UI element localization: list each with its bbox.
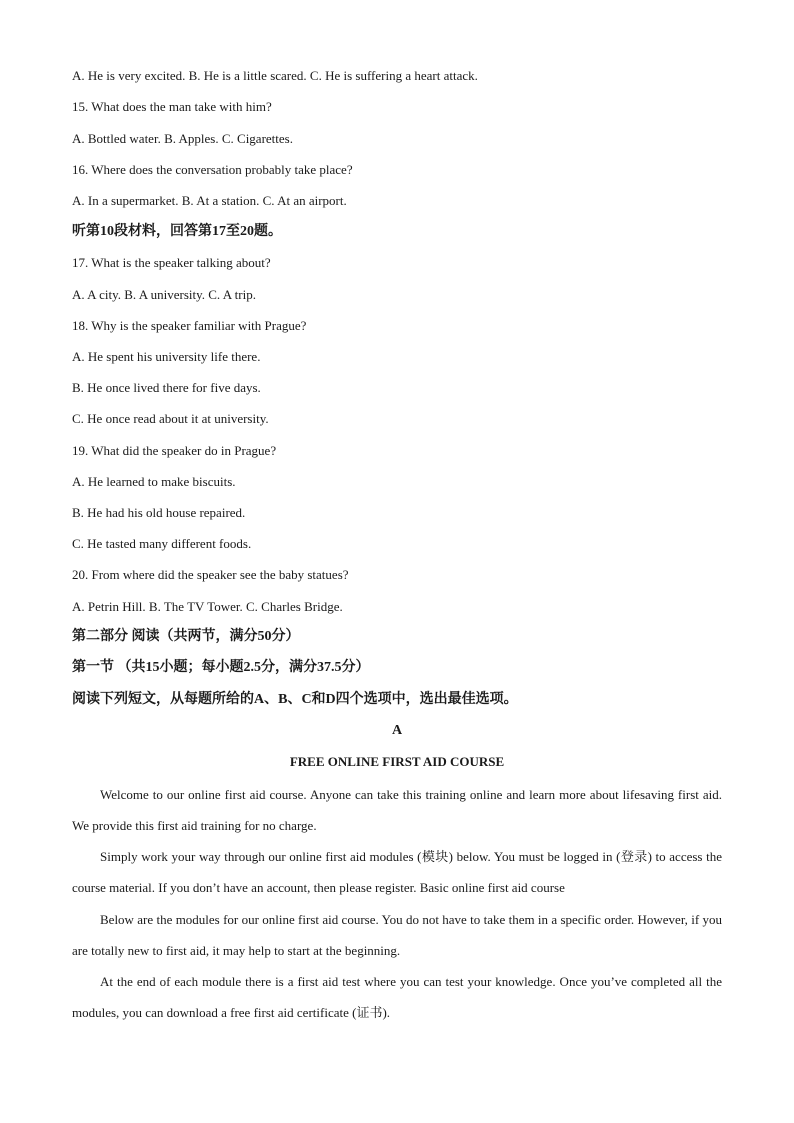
question-line: 16. Where does the conversation probably take place?: [72, 162, 353, 177]
question-line: A. In a supermarket. B. At a station. C. At an airport.: [72, 193, 347, 208]
passage-title: FREE ONLINE FIRST AID COURSE: [289, 754, 505, 769]
question-line: B. He had his old house repaired.: [72, 505, 246, 520]
question-line: C. He tasted many different foods.: [72, 536, 252, 551]
question-line: 20. From where did the speaker see the baby statues?: [72, 567, 349, 582]
question-line: A. A city. B. A university. C. A trip.: [72, 287, 256, 302]
part2-heading: 第二部分 阅读（共两节，满分50分）: [72, 629, 300, 644]
question-line: A. He spent his university life there.: [72, 349, 261, 364]
question-line: 19. What did the speaker do in Prague?: [72, 443, 277, 458]
passage-label: A: [391, 723, 403, 738]
passage-paragraph: At the end of each module there is a first aid test where you can test your knowledge. Once you’ve completed all the modules, you can download a free first aid certificate (证书).: [72, 974, 722, 1020]
question-line: 15. What does the man take with him?: [72, 99, 272, 114]
passage-paragraph: Simply work your way through our online first aid modules (模块) below. You must be logged in (登录) to access the course material. If you don’t have an account, then please register. Basic online first aid course: [72, 849, 722, 895]
question-line: A. Petrin Hill. B. The TV Tower. C. Charles Bridge.: [72, 599, 343, 614]
question-line: 17. What is the speaker talking about?: [72, 255, 271, 270]
question-line: A. He learned to make biscuits.: [72, 474, 236, 489]
section-heading: 第一节 （共15小题；每小题2.5分，满分37.5分）: [72, 660, 370, 675]
question-line: B. He once lived there for five days.: [72, 380, 261, 395]
listening-instruction: 听第10段材料，回答第17至20题。: [72, 224, 282, 239]
question-line: 18. Why is the speaker familiar with Prague?: [72, 318, 307, 333]
question-line: A. Bottled water. B. Apples. C. Cigarettes.: [72, 131, 293, 146]
passage-paragraph: Below are the modules for our online first aid course. You do not have to take them in a specific order. However, if you are totally new to first aid, it may help to start at the beginning.: [72, 912, 722, 958]
reading-instruction: 阅读下列短文，从每题所给的A、B、C和D四个选项中，选出最佳选项。: [72, 692, 518, 707]
passage-paragraph: Welcome to our online first aid course. Anyone can take this training online and learn more about lifesaving first aid. We provide this first aid training for no charge.: [72, 787, 722, 833]
question-line: C. He once read about it at university.: [72, 411, 269, 426]
question-line: A. He is very excited. B. He is a little scared. C. He is suffering a heart attack.: [72, 68, 478, 83]
